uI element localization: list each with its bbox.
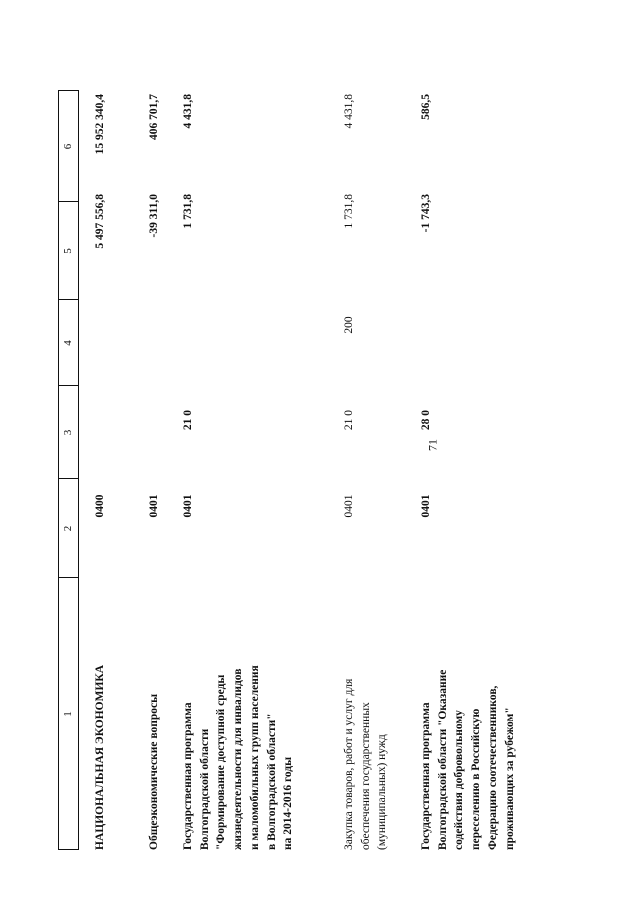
- row-3-target: 21 0: [343, 409, 355, 431]
- header-bottom-rule: [78, 90, 79, 850]
- row-2-col5: 1 731,8: [182, 194, 194, 229]
- row-4-code: 0401: [420, 494, 432, 518]
- header-col-2: 2: [62, 525, 74, 532]
- row-0-col6: 15 952 340,4: [94, 94, 106, 155]
- row-0-col5: 5 497 556,8: [94, 194, 106, 249]
- row-1-col6: 406 701,7: [148, 94, 160, 140]
- row-1-col5: -39 311,0: [148, 194, 160, 238]
- budget-table: [58, 90, 538, 850]
- row-4-target: 28 0: [420, 409, 432, 431]
- row-0-name: НАЦИОНАЛЬНАЯ ЭКОНОМИКА: [94, 664, 106, 850]
- header-col-6: 6: [62, 143, 74, 150]
- row-3-code: 0401: [343, 494, 355, 518]
- page-number: 71: [425, 439, 440, 451]
- table-grid: [58, 90, 538, 850]
- row-3-name: Закупка товаров, работ и услуг для обеспечения государственных (муниципальных) нужд: [343, 678, 389, 850]
- header-col-1: 1: [62, 711, 74, 717]
- row-1-name: Общеэкономические вопросы: [148, 693, 160, 850]
- row-4-col6: 586,5: [420, 94, 432, 120]
- row-3-col5: 1 731,8: [343, 194, 355, 229]
- row-3-expense: 200: [343, 316, 355, 334]
- row-2-name: Государственная программа Волгоградской области "Формирование доступной среды жизнедеятельности для инвалидов и маломобильных групп населения в Волгоградской области" на 2014-2016 годы: [182, 665, 295, 850]
- row-2-target: 21 0: [182, 409, 194, 431]
- header-col-3: 3: [62, 429, 74, 436]
- row-3-col6: 4 431,8: [343, 94, 355, 129]
- row-1-code: 0401: [148, 494, 160, 518]
- header-top-rule: [58, 90, 59, 850]
- row-2-code: 0401: [182, 494, 194, 518]
- row-2-col6: 4 431,8: [182, 94, 194, 129]
- row-4-name: Государственная программа Волгоградской области "Оказание содействия добровольному переселению в Российскую Федерацию соотечественников, проживающих за рубежом": [420, 669, 516, 850]
- header-col-5: 5: [62, 248, 74, 254]
- row-4-col5: -1 743,3: [420, 194, 432, 233]
- header-col-4: 4: [62, 340, 74, 346]
- row-0-code: 0400: [94, 494, 106, 518]
